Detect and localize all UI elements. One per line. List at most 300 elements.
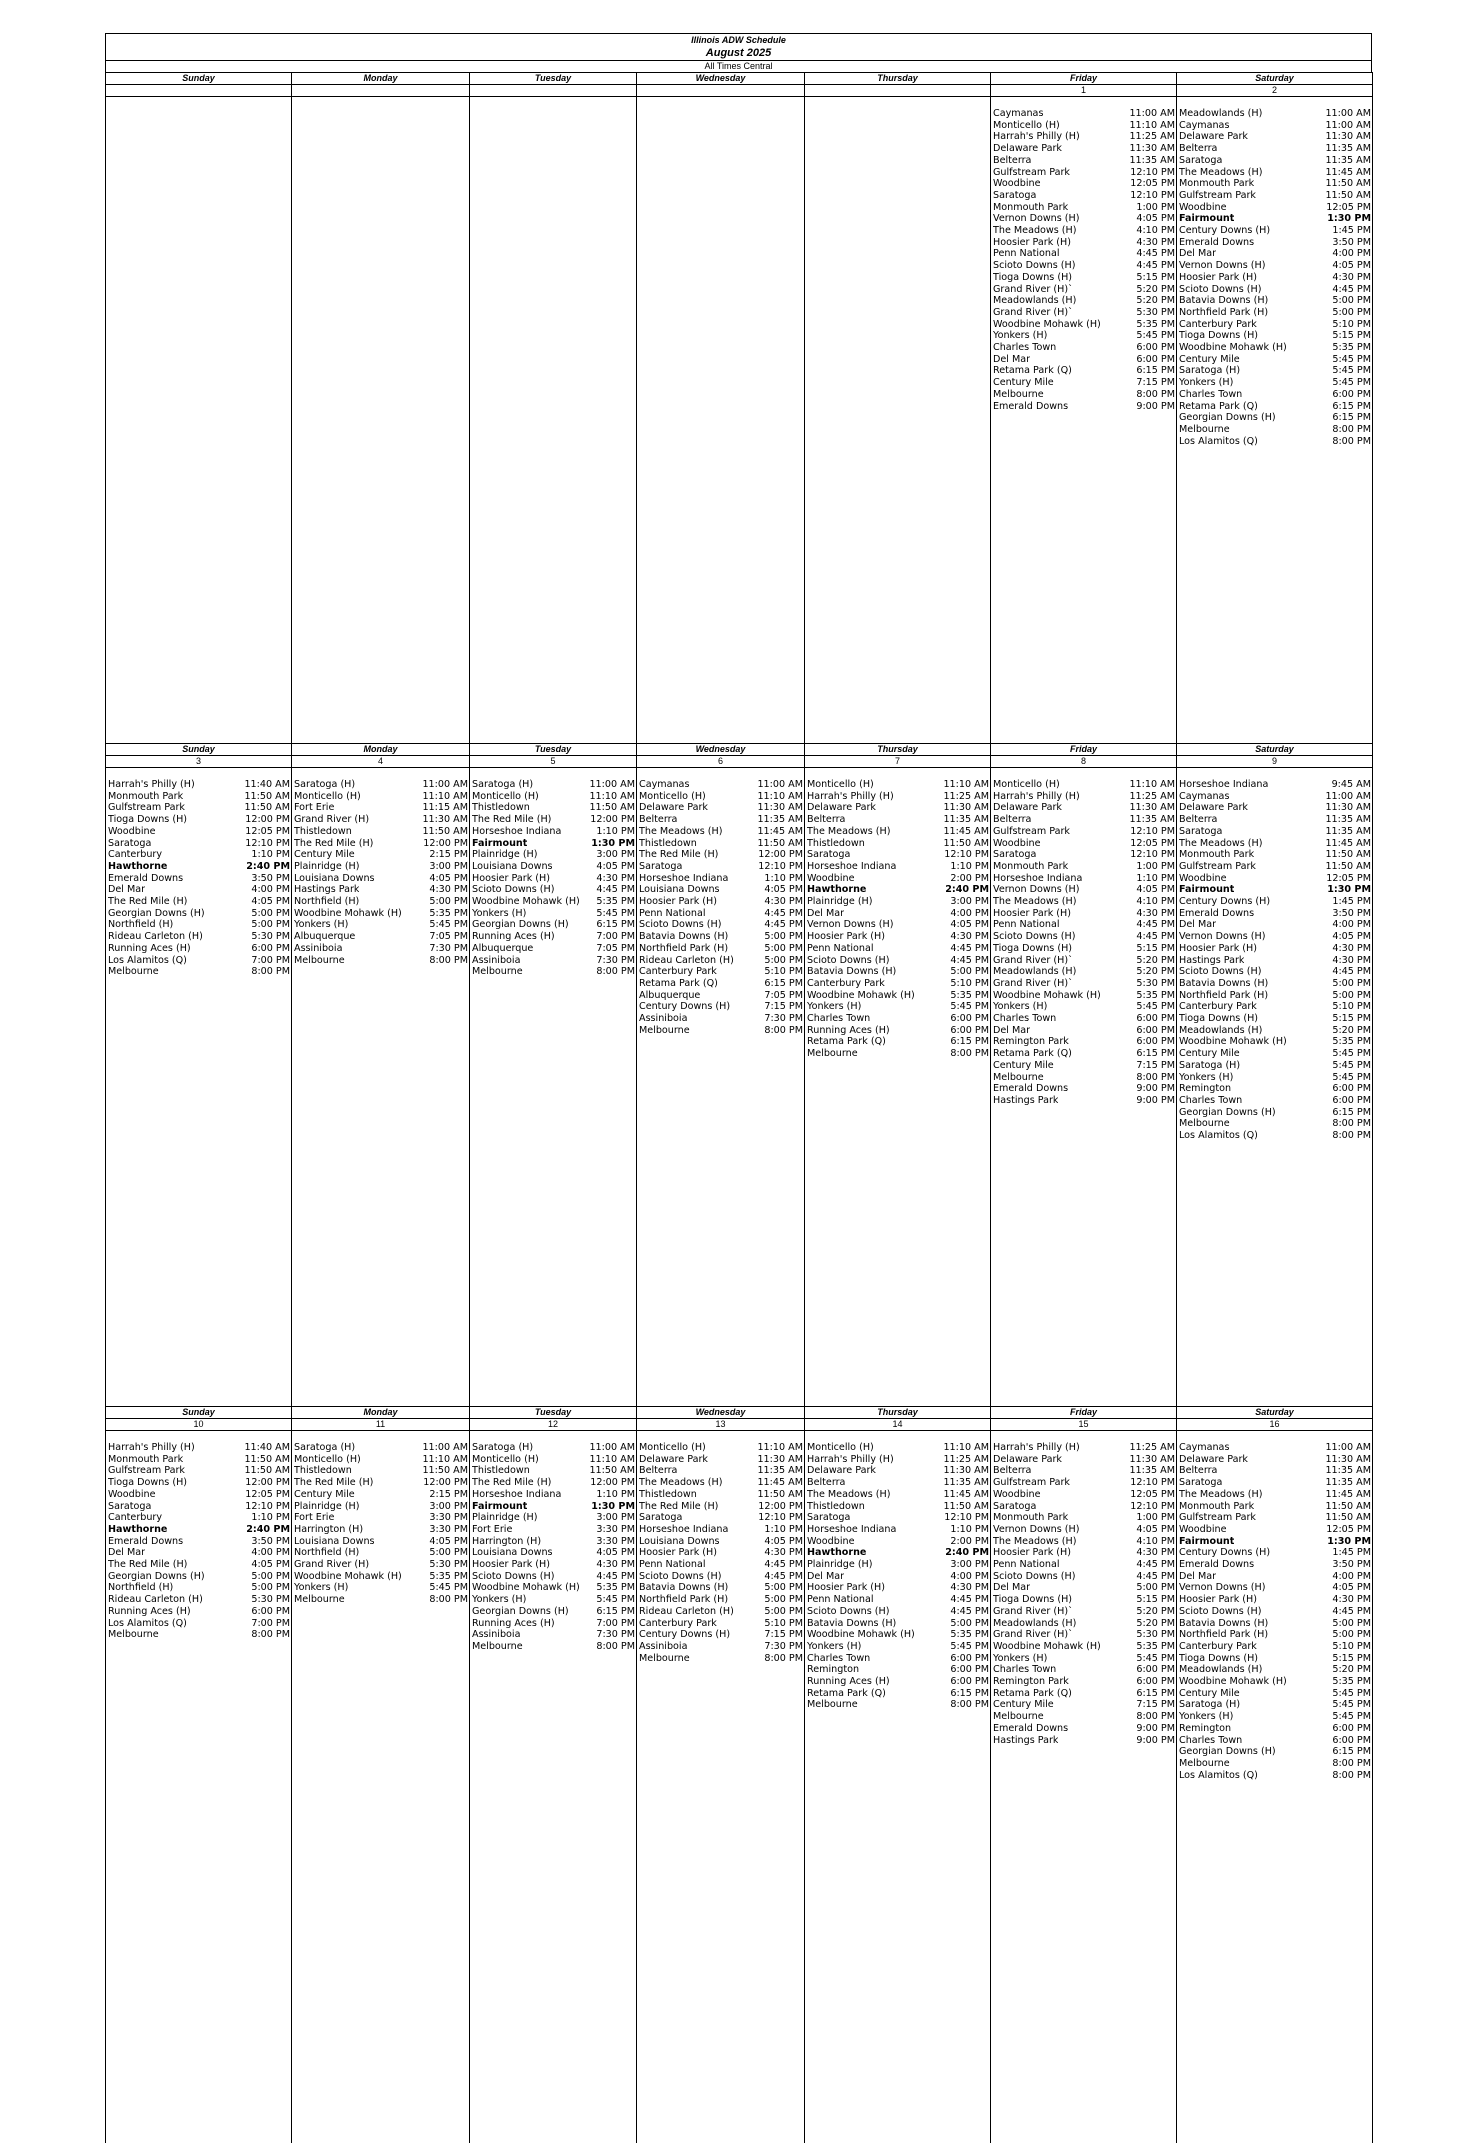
track-name: Century Downs (H) [1179,225,1271,237]
track-name: Del Mar [993,1024,1031,1036]
track-name: Albuquerque [639,989,701,1001]
post-time: 4:00 PM [251,1547,290,1559]
post-time: 1:45 PM [1332,896,1371,908]
race-entry [637,1582,804,1594]
post-time: 8:00 PM [596,966,635,978]
track-name: Canterbury Park [1179,1001,1257,1013]
track-name: Northfield (H) [294,1547,360,1559]
post-time: 11:00 AM [1325,1442,1371,1453]
race-entry [991,1095,1176,1107]
post-time: 5:00 PM [764,1594,803,1606]
post-time: 5:45 PM [1332,1699,1371,1711]
track-name: Melbourne [1179,423,1230,435]
race-entry [1177,377,1372,389]
post-time: 5:15 PM [1332,330,1371,342]
post-time: 5:45 PM [1332,1687,1371,1699]
post-time: 11:45 AM [1325,837,1371,849]
race-entry [470,838,636,850]
race-entry [1177,330,1372,342]
post-time: 12:05 PM [1130,1488,1175,1500]
post-time: 8:00 PM [1136,1711,1175,1723]
track-name: Plainridge (H) [807,896,873,908]
post-time: 12:00 PM [423,837,468,849]
race-entry [470,802,636,814]
race-entry [991,908,1176,920]
track-name: Meadowlands (H) [1179,1024,1263,1036]
track-name: Scioto Downs (H) [1179,966,1262,978]
post-time: 11:30 AM [1325,131,1371,143]
race-entry [1177,213,1372,225]
race-entry [991,1606,1176,1618]
race-entry [991,307,1176,319]
post-time: 8:00 PM [1332,1757,1371,1769]
track-name: Canterbury [108,849,163,861]
track-name: Batavia Downs (H) [807,1617,897,1629]
race-entry [470,1571,636,1583]
track-name: Yonkers (H) [1179,1071,1234,1083]
day-cell [292,97,470,743]
post-time: 6:15 PM [1332,1746,1371,1758]
date-number: 14 [805,1418,991,1431]
post-time: 11:30 AM [1129,802,1175,814]
post-time: 12:10 PM [1130,1500,1175,1512]
track-name: Belterra [1179,1465,1218,1477]
post-time: 5:00 PM [764,1605,803,1617]
post-time: 5:00 PM [950,966,989,978]
race-entry [805,1641,990,1653]
post-time: 3:00 PM [429,860,468,872]
post-time: 8:00 PM [1136,388,1175,400]
race-entry [470,1641,636,1653]
date-number: 10 [106,1418,292,1431]
track-name: Woodbine Mohawk (H) [1179,1036,1287,1048]
race-entry [1177,202,1372,214]
race-entry [292,1477,469,1489]
track-name: Monticello (H) [993,119,1060,131]
race-entry [1177,1060,1372,1072]
day-cell [637,97,805,743]
track-name: Woodbine Mohawk (H) [993,1640,1101,1652]
post-time: 11:00 AM [589,779,635,790]
track-name: Vernon Downs (H) [1179,1582,1266,1594]
post-time: 5:00 PM [1332,306,1371,318]
race-entry [805,1688,990,1700]
track-name: Canterbury Park [639,1617,717,1629]
track-name: Woodbine [993,178,1041,190]
track-name: Del Mar [807,907,845,919]
post-time: 3:00 PM [429,1500,468,1512]
schedule-title: Illinois ADW Schedule [691,35,786,45]
post-time: 5:15 PM [1332,1013,1371,1025]
race-entry [805,1618,990,1630]
track-name: The Meadows (H) [807,825,891,837]
date-number: 13 [637,1418,805,1431]
post-time: 4:45 PM [1136,1559,1175,1571]
track-name: Plainridge (H) [294,1500,360,1512]
post-time: 4:30 PM [950,1582,989,1594]
track-name: Thistledown [472,1465,530,1477]
track-name: Yonkers (H) [294,1582,349,1594]
post-time: 11:30 AM [757,802,803,814]
calendar-week [105,72,1372,743]
race-entry [991,943,1176,955]
post-time: 5:00 PM [764,931,803,943]
race-entry [470,896,636,908]
track-name: Yonkers (H) [993,330,1048,342]
post-time: 11:40 AM [244,779,290,790]
race-entry [106,1465,291,1477]
track-name: Tioga Downs (H) [108,1477,188,1489]
track-name: Gulfstream Park [1179,189,1256,201]
track-name: Plainridge (H) [472,1512,538,1524]
track-name: Tioga Downs (H) [993,1594,1073,1606]
track-name: Scioto Downs (H) [639,919,722,931]
date-number [470,84,637,97]
race-entry [991,849,1176,861]
track-name: Scioto Downs (H) [472,884,555,896]
track-name: Vernon Downs (H) [993,213,1080,225]
track-name: Albuquerque [294,931,356,943]
race-entry [106,1606,291,1618]
track-name: Saratoga (H) [294,779,356,790]
track-name: Belterra [1179,814,1218,826]
race-entry [991,1664,1176,1676]
post-time: 11:35 AM [1325,825,1371,837]
track-name: Century Mile [1179,1048,1240,1060]
post-time: 4:45 PM [1332,1605,1371,1617]
track-name: Harrah's Philly (H) [108,1442,195,1453]
post-time: 5:45 PM [950,1001,989,1013]
post-time: 7:15 PM [764,1001,803,1013]
track-name: The Meadows (H) [639,825,723,837]
race-entry [470,873,636,885]
post-time: 4:30 PM [1332,271,1371,283]
race-entry [1177,908,1372,920]
post-time: 5:35 PM [429,907,468,919]
post-time: 11:10 AM [422,1453,468,1465]
race-entry [1177,896,1372,908]
race-entry [1177,354,1372,366]
track-name: Delaware Park [993,802,1062,814]
race-entry [1177,436,1372,448]
race-entry [470,966,636,978]
track-name: Running Aces (H) [807,1676,890,1688]
race-entry [991,1735,1176,1747]
track-name: Grand River (H)` [993,1629,1073,1641]
track-name: The Meadows (H) [1179,166,1263,178]
post-time: 4:30 PM [1332,942,1371,954]
track-name: Northfield (H) [108,919,174,931]
race-entry [805,1606,990,1618]
race-entry [991,167,1176,179]
post-time: 2:40 PM [945,884,989,896]
track-name: Remington [807,1664,860,1676]
day-cell [106,768,292,1406]
track-name: Retama Park (Q) [807,1036,886,1048]
post-time: 7:30 PM [596,954,635,966]
race-entry [991,919,1176,931]
post-time: 12:05 PM [245,1488,290,1500]
weekday-header: Friday [991,72,1177,84]
track-name: Northfield Park (H) [1179,306,1269,318]
race-entry [805,791,990,803]
track-name: Scioto Downs (H) [639,1570,722,1582]
track-name: Running Aces (H) [108,1605,191,1617]
post-time: 11:35 AM [1325,1465,1371,1477]
post-time: 2:00 PM [950,1535,989,1547]
race-entry [1177,1130,1372,1142]
post-time: 5:00 PM [429,1547,468,1559]
post-time: 4:00 PM [1332,919,1371,931]
post-time: 4:30 PM [1332,954,1371,966]
track-name: Del Mar [108,884,146,896]
day-cell [637,768,805,1406]
race-entry [1177,861,1372,873]
race-entry [1177,1083,1372,1095]
track-name: Fairmount [1179,1535,1235,1547]
post-time: 1:10 PM [1136,872,1175,884]
post-time: 5:10 PM [764,1617,803,1629]
race-entry [637,1001,804,1013]
post-time: 5:35 PM [950,989,989,1001]
race-entry [292,802,469,814]
post-time: 11:35 AM [1325,154,1371,166]
post-time: 9:00 PM [1136,1722,1175,1734]
track-name: Fort Erie [472,1523,513,1535]
post-time: 11:00 AM [589,1442,635,1453]
track-name: Vernon Downs (H) [1179,260,1266,272]
race-entry [106,779,291,791]
race-entry [991,802,1176,814]
race-entry [637,1454,804,1466]
post-time: 12:10 PM [944,1512,989,1524]
date-number: 3 [106,755,292,768]
post-time: 4:45 PM [596,884,635,896]
track-name: Fairmount [472,837,528,849]
race-entry [292,1442,469,1454]
race-entry [805,884,990,896]
post-time: 4:05 PM [950,919,989,931]
post-time: 5:00 PM [429,896,468,908]
race-entry [292,873,469,885]
track-name: Grand River (H)` [993,954,1073,966]
post-time: 11:50 AM [589,802,635,814]
track-name: Thistledown [639,1488,697,1500]
post-time: 5:30 PM [251,931,290,943]
race-entry [991,1083,1176,1095]
post-time: 4:45 PM [1136,260,1175,272]
date-number: 9 [1177,755,1373,768]
weekday-header: Sunday [106,743,292,755]
race-entry [292,1547,469,1559]
track-name: Gulfstream Park [108,1465,185,1477]
post-time: 5:45 PM [1136,1001,1175,1013]
race-entry [1177,1641,1372,1653]
race-entry [1177,838,1372,850]
race-entry [991,978,1176,990]
track-name: Melbourne [472,1640,523,1652]
track-name: Monticello (H) [294,790,361,802]
post-time: 4:45 PM [1332,283,1371,295]
race-entry [991,896,1176,908]
post-time: 6:15 PM [596,1605,635,1617]
track-name: Northfield (H) [108,1582,174,1594]
track-name: Horseshoe Indiana [472,825,562,837]
post-time: 11:25 AM [1129,1442,1175,1453]
race-entry [805,955,990,967]
track-name: Melbourne [472,966,523,978]
post-time: 11:50 AM [1325,860,1371,872]
race-entry [1177,1571,1372,1583]
race-entry [106,931,291,943]
post-time: 5:45 PM [429,919,468,931]
post-time: 6:00 PM [251,1605,290,1617]
race-entry [106,1559,291,1571]
track-name: Thistledown [294,1465,352,1477]
race-entry [805,1524,990,1536]
post-time: 5:00 PM [764,942,803,954]
race-entry [470,1594,636,1606]
post-time: 2:40 PM [246,1523,290,1535]
track-name: Georgian Downs (H) [1179,1746,1276,1758]
post-time: 7:15 PM [1136,1059,1175,1071]
post-time: 8:00 PM [429,1594,468,1606]
track-name: Grand River (H)` [993,977,1073,989]
track-name: Canterbury Park [1179,318,1257,330]
track-name: Scioto Downs (H) [807,1605,890,1617]
post-time: 5:10 PM [764,966,803,978]
track-name: Scioto Downs (H) [993,931,1076,943]
post-time: 4:45 PM [1332,966,1371,978]
track-name: Horseshoe Indiana [472,1488,562,1500]
race-entry [805,1559,990,1571]
track-name: Monticello (H) [639,790,706,802]
post-time: 5:35 PM [1332,1676,1371,1688]
track-name: Tioga Downs (H) [1179,1652,1259,1664]
track-name: Belterra [639,814,678,826]
race-entry [991,1559,1176,1571]
track-name: Saratoga [1179,1477,1223,1489]
post-time: 7:00 PM [251,954,290,966]
post-time: 7:00 PM [251,1617,290,1629]
race-entry [106,1618,291,1630]
date-number [805,84,991,97]
track-name: Century Mile [294,849,355,861]
post-time: 11:30 AM [1129,1453,1175,1465]
track-name: Hastings Park [993,1734,1059,1746]
post-time: 4:10 PM [1136,896,1175,908]
track-name: Scioto Downs (H) [993,260,1076,272]
race-entry [106,896,291,908]
track-name: Monmouth Park [1179,849,1255,861]
race-entry [991,342,1176,354]
race-entry [292,1559,469,1571]
race-entry [1177,1594,1372,1606]
race-entry [991,826,1176,838]
post-time: 6:00 PM [1332,388,1371,400]
race-entry [805,873,990,885]
track-name: Saratoga [993,189,1037,201]
post-time: 4:45 PM [950,942,989,954]
post-time: 11:00 AM [1129,108,1175,119]
track-name: Meadowlands (H) [993,966,1077,978]
track-name: Hawthorne [108,1523,168,1535]
post-time: 5:45 PM [1332,377,1371,389]
race-entry [991,1501,1176,1513]
race-entry [991,1711,1176,1723]
track-name: Delaware Park [639,802,708,814]
post-time: 3:30 PM [596,1535,635,1547]
post-time: 11:50 AM [244,790,290,802]
track-name: Northfield Park (H) [639,1594,729,1606]
track-name: Saratoga [807,1512,851,1524]
post-time: 4:45 PM [764,919,803,931]
post-time: 12:05 PM [245,825,290,837]
post-time: 11:00 AM [422,1442,468,1453]
track-name: Woodbine Mohawk (H) [294,907,402,919]
track-name: Melbourne [993,1711,1044,1723]
race-entry [292,814,469,826]
weekday-header: Thursday [805,1406,991,1418]
track-name: Remington Park [993,1676,1069,1688]
track-name: Delaware Park [639,1453,708,1465]
post-time: 5:35 PM [1332,342,1371,354]
post-time: 11:50 AM [422,825,468,837]
post-time: 5:20 PM [1136,966,1175,978]
post-time: 6:00 PM [1136,1676,1175,1688]
race-entry [805,1629,990,1641]
post-time: 8:00 PM [764,1652,803,1664]
track-name: Gulfstream Park [1179,1512,1256,1524]
track-name: Hoosier Park (H) [1179,1594,1257,1606]
track-name: Georgian Downs (H) [108,907,205,919]
post-time: 6:15 PM [1136,1687,1175,1699]
race-entry [637,802,804,814]
track-name: Batavia Downs (H) [1179,1617,1269,1629]
race-entry [991,319,1176,331]
post-time: 5:35 PM [596,1582,635,1594]
track-name: Louisiana Downs [472,860,553,872]
track-name: Harrah's Philly (H) [807,1453,894,1465]
post-time: 11:50 AM [1325,849,1371,861]
race-entry [991,1442,1176,1454]
date-number: 2 [1177,84,1373,97]
track-name: Charles Town [1179,1094,1243,1106]
track-name: Emerald Downs [993,1722,1069,1734]
post-time: 3:50 PM [1332,1559,1371,1571]
post-time: 4:00 PM [251,884,290,896]
race-entry [637,1641,804,1653]
date-number: 4 [292,755,470,768]
race-entry [1177,155,1372,167]
post-time: 4:05 PM [429,1535,468,1547]
race-entry [637,1477,804,1489]
post-time: 1:30 PM [591,1500,635,1512]
track-name: Canterbury Park [807,977,885,989]
race-entry [991,354,1176,366]
race-entry [637,1547,804,1559]
post-time: 12:05 PM [1130,837,1175,849]
post-time: 4:10 PM [1136,225,1175,237]
track-name: Thistledown [807,837,865,849]
date-number: 15 [991,1418,1177,1431]
post-time: 6:15 PM [596,919,635,931]
post-time: 1:00 PM [1136,1512,1175,1524]
post-time: 8:00 PM [1332,1769,1371,1781]
race-entry [470,1489,636,1501]
track-name: Harrah's Philly (H) [993,1442,1080,1453]
race-entry [1177,1723,1372,1735]
